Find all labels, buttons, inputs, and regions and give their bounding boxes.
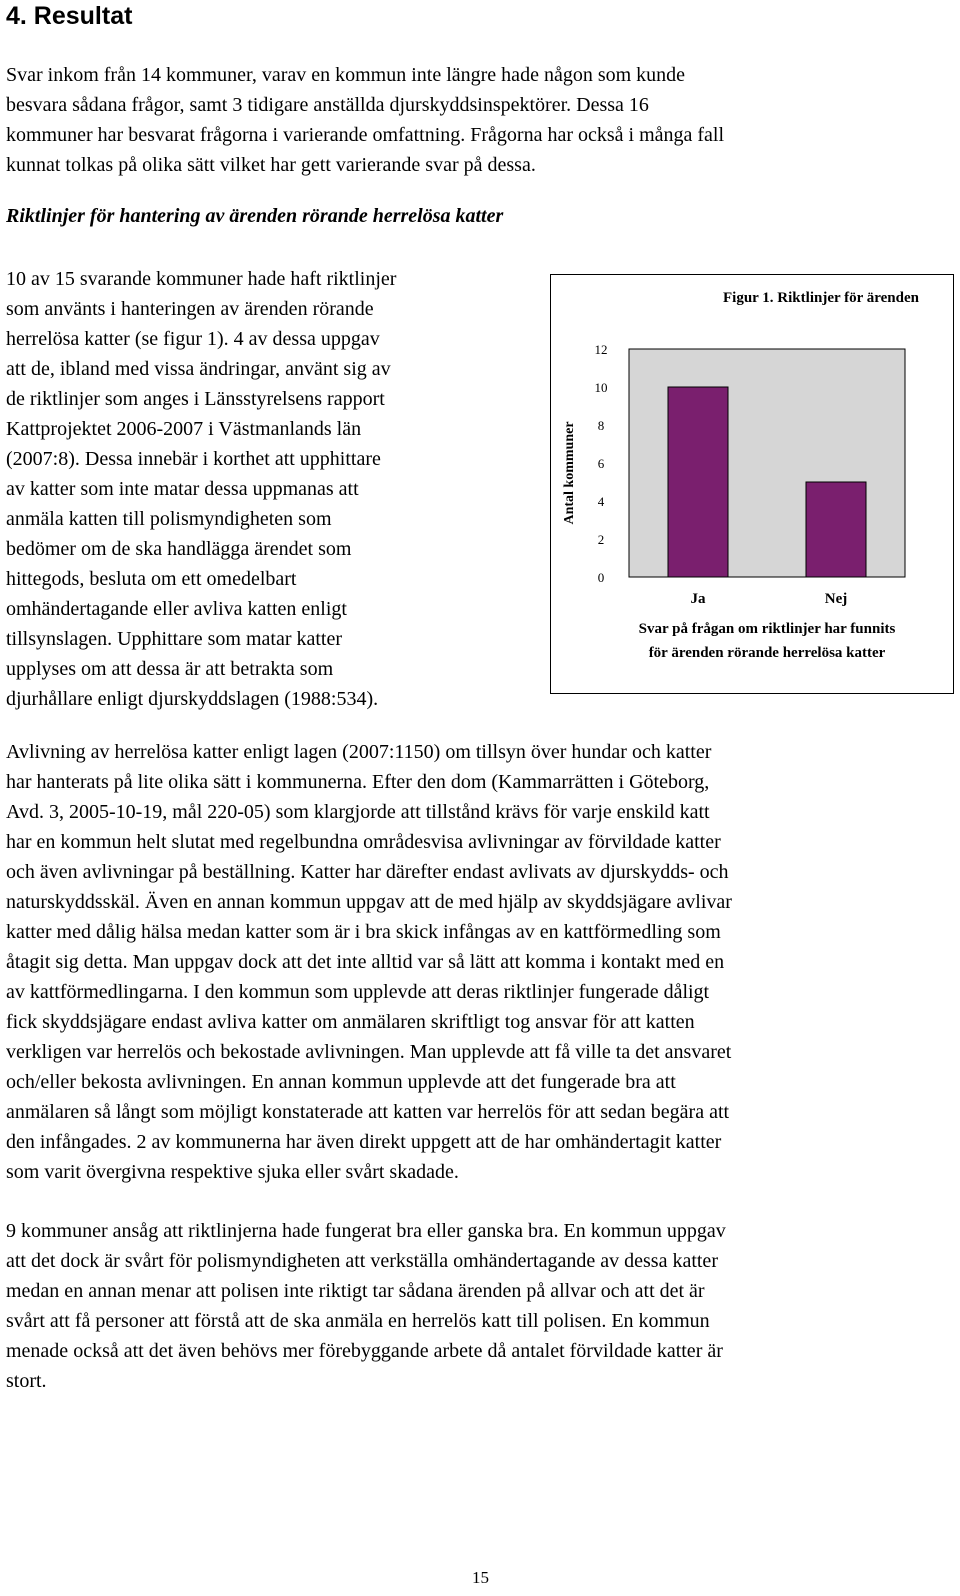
text-line: har en kommun helt slutat med regelbundna områdesvisa avlivningar av förvildade katter [6,831,721,853]
x-tick-label: Ja [690,591,706,607]
text-line: verkligen var herrelös och bekostade avlivningen. Man upplevde att få ville ta det ansvaret [6,1041,732,1063]
text-line: katter med dålig hälsa medan katter som är i bra skick infångas av en kattförmedling som [6,921,721,943]
y-tick-label: 0 [597,570,605,585]
text-line: att det dock är svårt för polismyndigheten att verkställa omhändertagande av dessa katter [6,1250,718,1272]
text-line: och/eller bekosta avlivningen. En annan kommun upplevde att det fungerade bra att [6,1071,676,1093]
x-axis-label-line: Svar på frågan om riktlinjer har funnits [638,621,896,637]
text-line: att de, ibland med vissa ändringar, använt sig av [6,358,391,380]
y-tick-label: 8 [597,418,605,433]
text-line: besvara sådana frågor, samt 3 tidigare anställda djurskyddsinspektörer. Dessa 16 [6,94,649,116]
bar-chart-svg [551,275,953,693]
text-line: den infångades. 2 av kommunerna har även direkt uppgett att de har omhändertagit katter [6,1131,722,1153]
subheading: Riktlinjer för hantering av ärenden rörande herrelösa katter [6,205,504,227]
text-line: svårt att få personer att förstå att de ska anmäla en herrelös katt till polisen. En kommun [6,1310,710,1332]
text-line: djurhållare enligt djurskyddslagen (1988:534). [6,688,379,710]
page-number: 15 [472,1568,489,1587]
text-line: 10 av 15 svarande kommuner hade haft riktlinjer [6,268,397,290]
y-tick-label: 4 [597,494,605,509]
y-axis-label: Antal kommuner [562,421,577,525]
intro-paragraph [6,60,724,180]
figure-1-chart [550,274,954,694]
text-line: Svar inkom från 14 kommuner, varav en kommun inte längre hade någon som kunde [6,64,686,86]
text-line: anmäla katten till polismyndigheten som [6,508,332,530]
chart-title: Figur 1. Riktlinjer för ärenden [723,290,919,306]
text-line: menade också att det även behövs mer förebyggande arbete då antalet förvildade katter är [6,1340,723,1362]
text-line: (2007:8). Dessa innebär i korthet att upphittare [6,448,381,470]
text-line: omhändertagande eller avliva katten enligt [6,598,347,620]
left-column-paragraph [6,264,396,714]
x-axis-label-line: för ärenden rörande herrelösa katter [648,645,886,661]
y-tick-label: 6 [597,456,605,471]
text-line: av kattförmedlingarna. I den kommun som upplevde att deras riktlinjer fungerade dåligt [6,981,710,1003]
bar-nej [806,482,866,577]
text-line: upplyses om att dessa är att betrakta som [6,658,334,680]
text-line: stort. [6,1370,47,1392]
text-line: som varit övergivna respektive sjuka eller svårt skadade. [6,1161,459,1183]
avlivning-paragraph [6,737,732,1187]
text-line: anmälaren så långt som möjligt konstaterade att katten var herrelös för att sedan begära att [6,1101,730,1123]
text-line: medan en annan menar att polisen inte riktigt tar sådana ärenden på allvar och att det är [6,1280,705,1302]
y-tick-label: 10 [594,380,608,395]
y-tick-label: 2 [597,532,605,547]
text-line: naturskyddsskäl. Även en annan kommun uppgav att de med hjälp av skyddsjägare avlivar [6,891,732,913]
text-line: herrelösa katter (se figur 1). 4 av dessa uppgav [6,328,380,350]
section-title: 4. Resultat [6,2,133,30]
text-line: har hanterats på lite olika sätt i kommunerna. Efter den dom (Kammarrätten i Göteborg, [6,771,710,793]
text-line: Kattprojektet 2006-2007 i Västmanlands län [6,418,362,440]
text-line: åtagit sig detta. Man uppgav dock att det inte alltid var så lätt att komma i kontakt med en [6,951,725,973]
y-tick-label: 12 [594,342,608,357]
text-line: som använts i hanteringen av ärenden rörande [6,298,374,320]
text-line: bedömer om de ska handlägga ärendet som [6,538,352,560]
text-line: kunnat tolkas på olika sätt vilket har gett varierande svar på dessa. [6,154,536,176]
text-line: kommuner har besvarat frågorna i varierande omfattning. Frågorna har också i många fall [6,124,725,146]
text-line: av katter som inte matar dessa uppmanas att [6,478,359,500]
text-line: hittegods, besluta om ett omedelbart [6,568,297,590]
text-line: fick skyddsjägare endast avliva katter om anmälaren skriftligt tog ansvar för att katten [6,1011,695,1033]
text-line: tillsynslagen. Upphittare som matar katter [6,628,343,650]
text-line: de riktlinjer som anges i Länsstyrelsens rapport [6,388,385,410]
bar-ja [668,387,728,577]
text-line: 9 kommuner ansåg att riktlinjerna hade fungerat bra eller ganska bra. En kommun uppgav [6,1220,726,1242]
text-line: Avlivning av herrelösa katter enligt lagen (2007:1150) om tillsyn över hundar och katter [6,741,712,763]
riktlinjer-paragraph [6,1216,726,1396]
text-line: och även avlivningar på beställning. Katter har därefter endast avlivats av djurskydds- och [6,861,729,883]
x-tick-label: Nej [824,591,848,607]
text-line: Avd. 3, 2005-10-19, mål 220-05) som klargjorde att tillstånd krävs för varje enskild katt [6,801,710,823]
